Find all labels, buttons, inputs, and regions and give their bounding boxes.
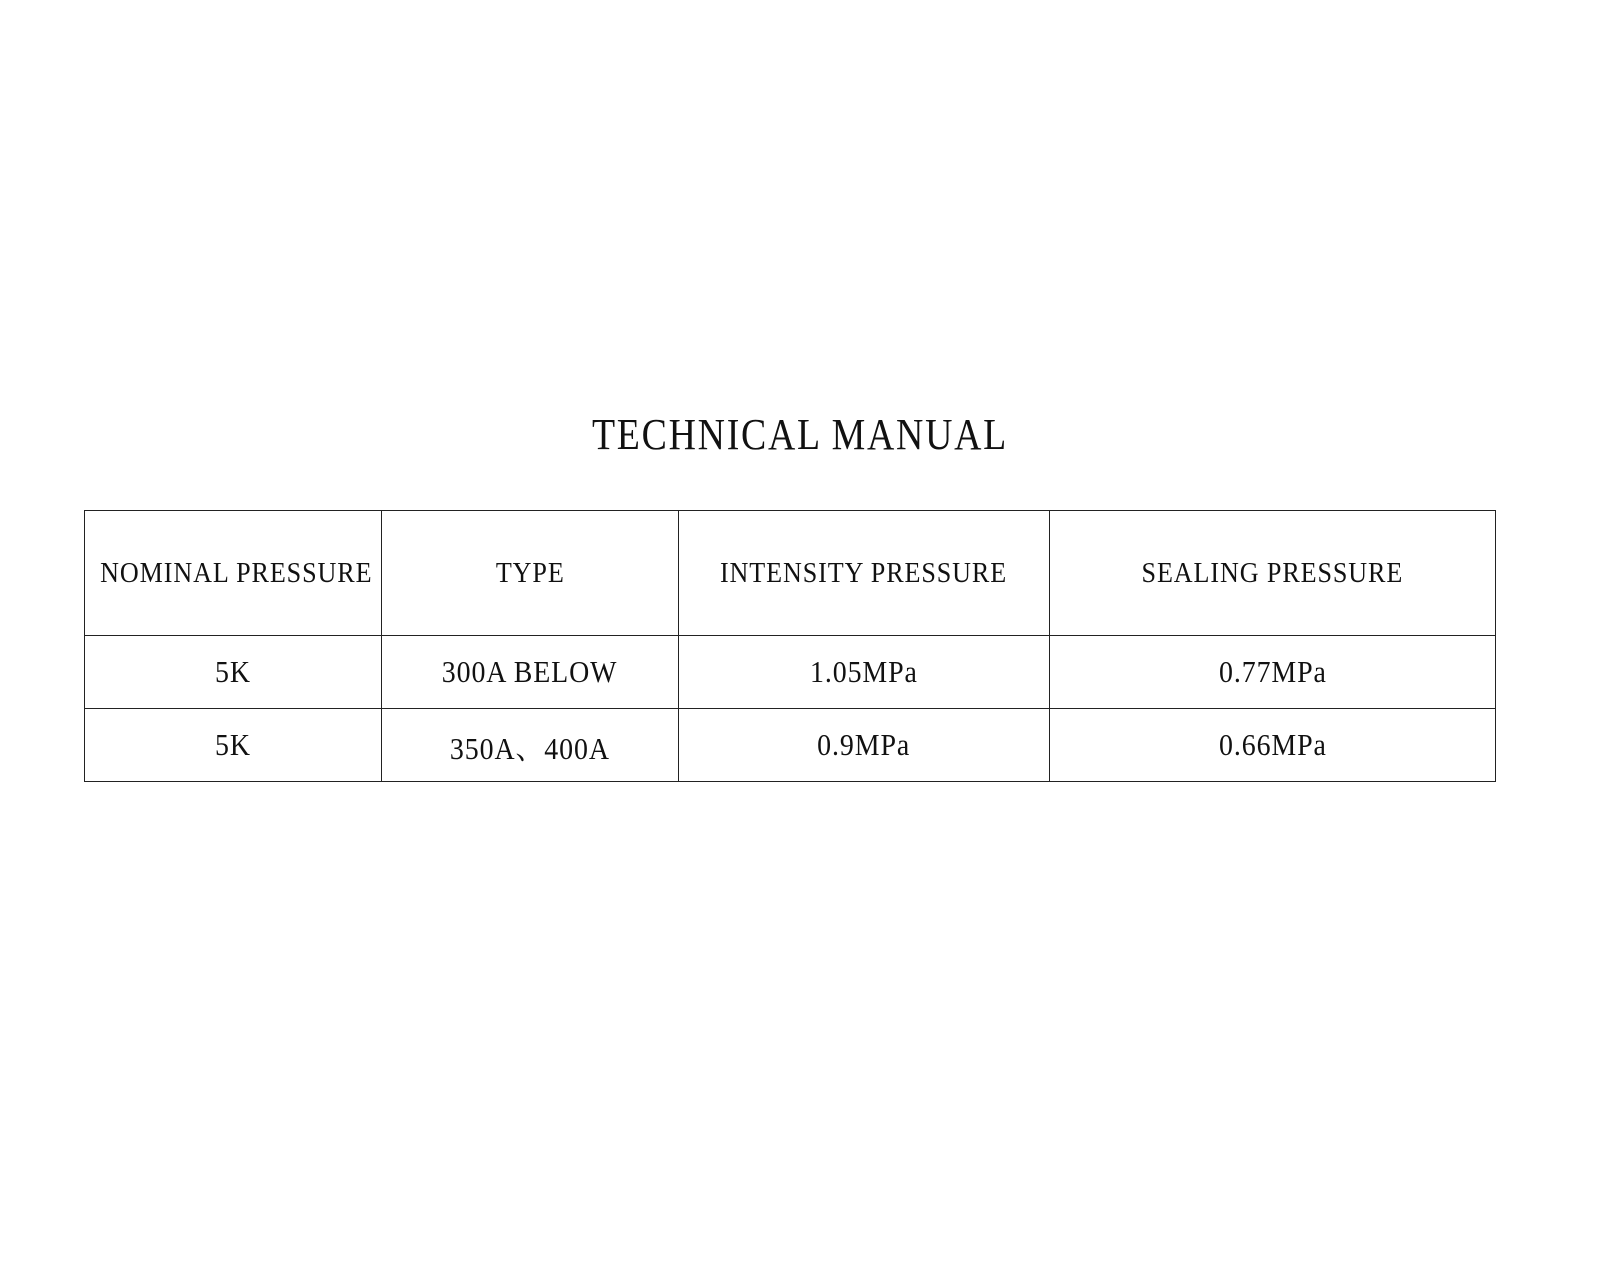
header-label: NOMINAL PRESSURE bbox=[100, 556, 373, 589]
cell-value: 300A BELOW bbox=[442, 654, 618, 689]
cell-value: 1.05MPa bbox=[810, 654, 918, 689]
table-cell bbox=[382, 636, 679, 709]
cell-value: 5K bbox=[215, 727, 251, 762]
cell-value: 0.66MPa bbox=[1218, 727, 1327, 762]
table-cell bbox=[1050, 709, 1496, 782]
cell-value: 350A、400A bbox=[449, 730, 611, 766]
cell-value: 0.77MPa bbox=[1218, 654, 1327, 689]
table-cell bbox=[85, 709, 382, 782]
table-row bbox=[85, 636, 1496, 709]
table-row bbox=[85, 709, 1496, 782]
column-header-nominal-pressure bbox=[85, 511, 382, 636]
column-header-intensity-pressure bbox=[679, 511, 1050, 636]
header-label: SEALING PRESSURE bbox=[1141, 556, 1404, 589]
cell-value: 5K bbox=[215, 654, 251, 689]
cell-value: 0.9MPa bbox=[817, 727, 911, 762]
column-header-sealing-pressure bbox=[1050, 511, 1496, 636]
specification-table bbox=[84, 510, 1496, 782]
header-label: INTENSITY PRESSURE bbox=[720, 556, 1008, 589]
table-cell bbox=[679, 636, 1050, 709]
table-cell bbox=[85, 636, 382, 709]
table-cell bbox=[382, 709, 679, 782]
column-header-type bbox=[382, 511, 679, 636]
table-cell bbox=[1050, 636, 1496, 709]
page-title: TECHNICAL MANUAL bbox=[591, 410, 1009, 459]
table-cell bbox=[679, 709, 1050, 782]
table-header-row bbox=[85, 511, 1496, 636]
header-label: TYPE bbox=[495, 556, 565, 589]
